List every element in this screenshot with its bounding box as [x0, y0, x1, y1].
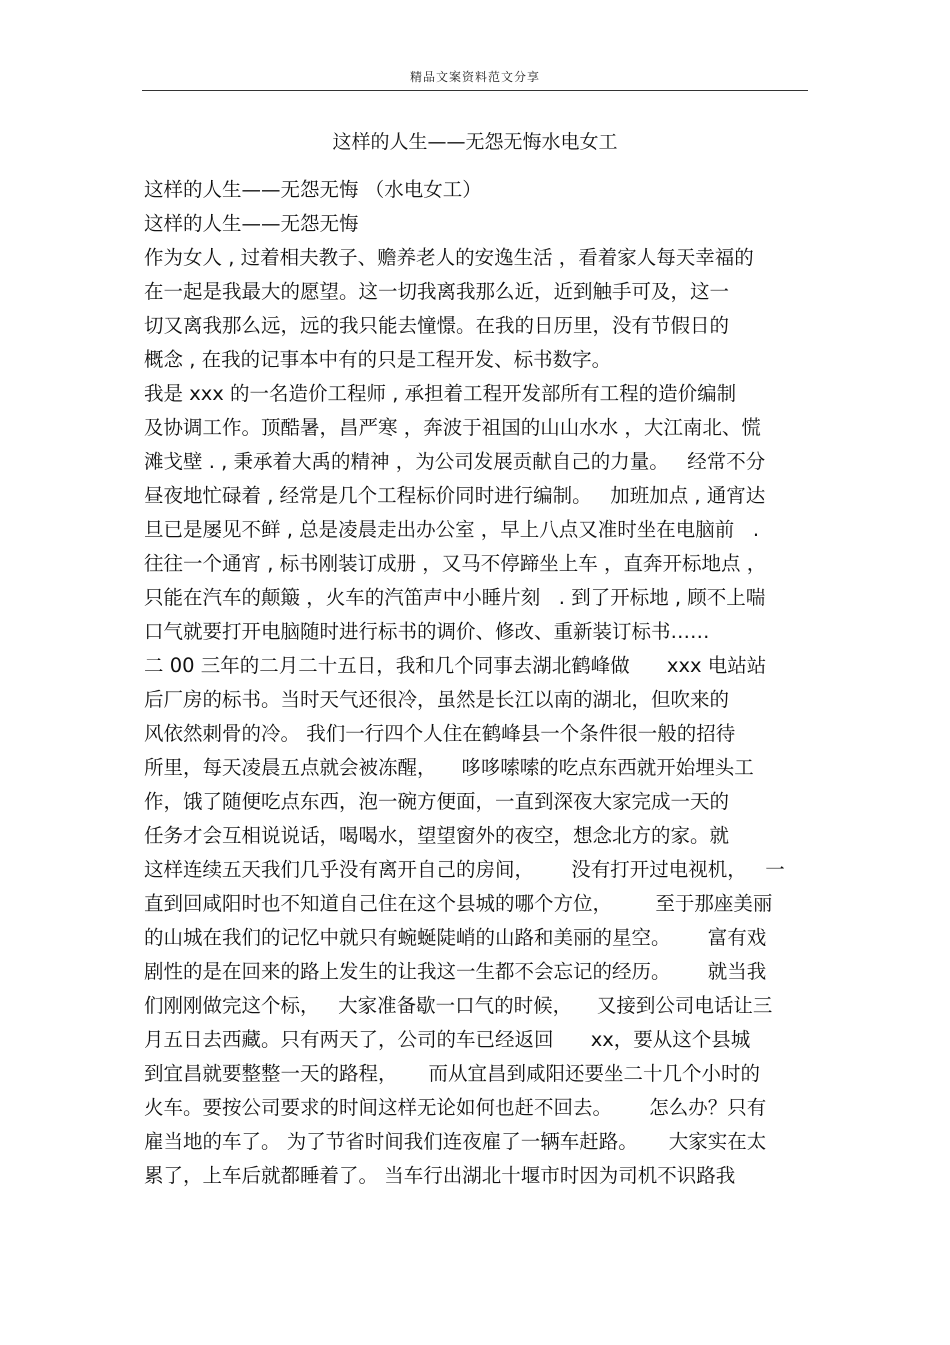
body-line: 这样的人生——无怨无悔 [144, 212, 359, 235]
body-line: 只能在汽车的颠簸 ，火车的汽笛声中小睡片刻 . 到了开标地 , 顾不上喘 [144, 586, 766, 609]
body-line: 我是 xxx 的一名造价工程师 , 承担着工程开发部所有工程的造价编制 [144, 382, 737, 405]
body-line: 后厂房的标书。当时天气还很冷，虽然是长江以南的湖北，但吹来的 [144, 688, 730, 711]
body-line: 概念 , 在我的记事本中有的只是工程开发、标书数字。 [144, 348, 612, 371]
body-line: 雇当地的车了。 为了节省时间我们连夜雇了一辆车赶路。 大家实在太 [144, 1130, 767, 1153]
body-line: 及协调工作。顶酷暑，昌严寒 ，奔波于祖国的山山水水 ，大江南北、慌 [144, 416, 761, 439]
body-line: 在一起是我最大的愿望。这一切我离我那么近，近到触手可及，这一 [144, 280, 730, 303]
body-line: 这样连续五天我们几乎没有离开自己的房间， 没有打开过电视机， 一 [144, 858, 785, 881]
body-line: 切又离我那么远，远的我只能去憧憬。在我的日历里，没有节假日的 [144, 314, 730, 337]
body-line: 二 00 三年的二月二十五日，我和几个同事去湖北鹤峰做 xxx 电站站 [144, 654, 767, 677]
document-body [144, 173, 814, 1193]
body-line: 任务才会互相说说话，喝喝水，望望窗外的夜空，想念北方的家。就 [144, 824, 730, 847]
body-line: 作为女人 , 过着相夫教子、赡养老人的安逸生活 ，看着家人每天幸福的 [144, 246, 754, 269]
body-line: 到宜昌就要整整一天的路程， 而从宜昌到咸阳还要坐二十几个小时的 [144, 1062, 760, 1085]
header-divider [142, 90, 808, 91]
body-line: 们刚刚做完这个标， 大家准备歇一口气的时候， 又接到公司电话让三 [144, 994, 773, 1017]
document-title: 这样的人生——无怨无悔水电女工 [332, 131, 618, 153]
body-line: 旦已是屡见不鲜 , 总是凌晨走出办公室 ，早上八点又准时坐在电脑前 . [144, 518, 760, 541]
body-line: 累了，上车后就都睡着了。 当车行出湖北十堰市时因为司机不识路我 [144, 1164, 736, 1187]
body-line: 口气就要打开电脑随时进行标书的调价、修改、重新装订标书…… [144, 620, 710, 643]
body-line: 火车。要按公司要求的时间这样无论如何也赶不回去。 怎么办？只有 [144, 1096, 767, 1119]
body-line: 直到回咸阳时也不知道自己住在这个县城的哪个方位， 至于那座美丽 [144, 892, 773, 915]
body-line: 滩戈壁 . , 秉承着大禹的精神 ，为公司发展贡献自己的力量。 经常不分 [144, 450, 766, 473]
body-line: 作，饿了随便吃点东西，泡一碗方便面，一直到深夜大家完成一天的 [144, 790, 730, 813]
body-line: 风依然刺骨的冷。 我们一行四个人住在鹤峰县一个条件很一般的招待 [144, 722, 736, 745]
body-line: 这样的人生——无怨无悔 （水电女工） [144, 178, 482, 201]
body-line: 剧性的是在回来的路上发生的让我这一生都不会忘记的经历。 就当我 [144, 960, 767, 983]
page-header: 精品文案资料范文分享 [409, 70, 540, 84]
body-line: 的山城在我们的记忆中就只有蜿蜒陡峭的山路和美丽的星空。 富有戏 [144, 926, 767, 949]
body-line: 昼夜地忙碌着 , 经常是几个工程标价同时进行编制。 加班加点 , 通宵达 [144, 484, 766, 507]
body-line: 往往一个通宵 , 标书刚装订成册 ，又马不停蹄坐上车 ，直奔开标地点 ， [144, 552, 767, 575]
body-line: 所里，每天凌晨五点就会被冻醒， 哆哆嗦嗦的吃点东西就开始埋头工 [144, 756, 754, 779]
body-line: 月五日去西藏。只有两天了，公司的车已经返回 xx，要从这个县城 [144, 1028, 751, 1051]
